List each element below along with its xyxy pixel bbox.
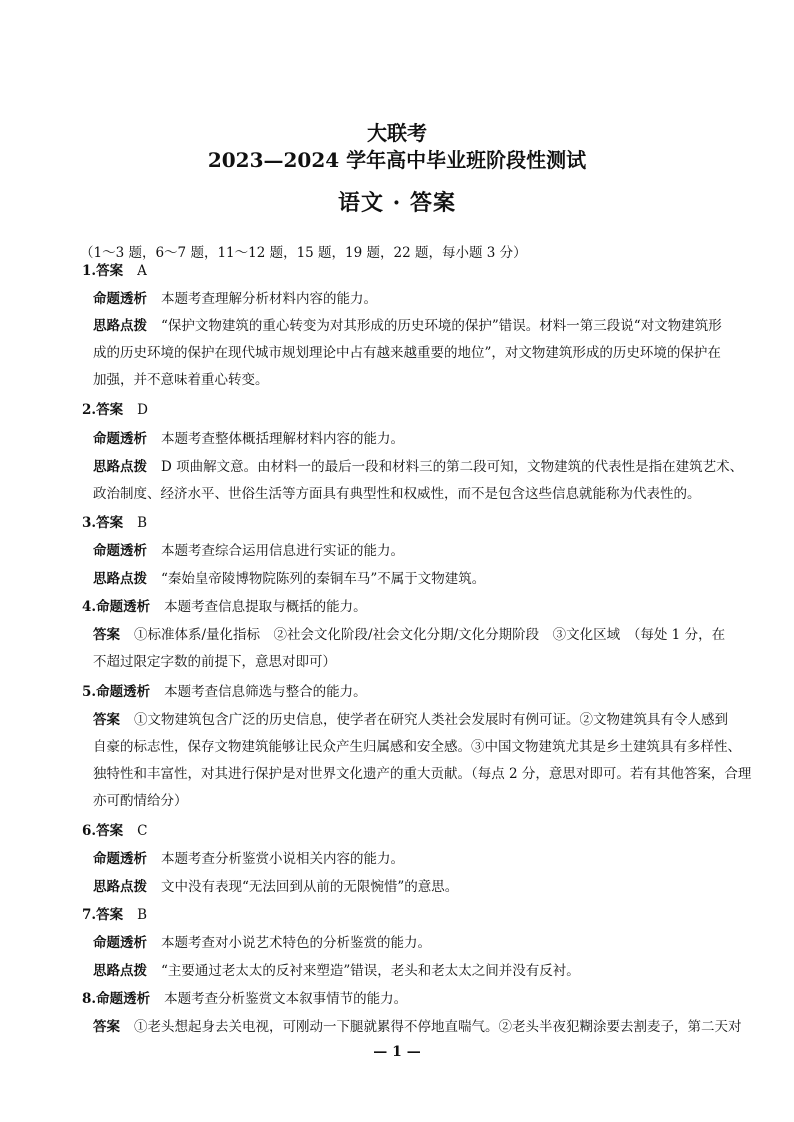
question-5-intent	[82, 683, 367, 701]
question-5-answer-line-1	[93, 711, 728, 729]
answer-label: 答案	[93, 712, 120, 728]
answer-value: A	[137, 263, 147, 279]
intent-label: 命题透析	[93, 935, 147, 951]
intent-label: 命题透析	[93, 543, 147, 559]
answer-text: ①老头想起身去关电视，可刚动一下腿就累得不停地直喘气。②老头半夜犯糊涂要去割麦子，第二天对	[134, 1019, 742, 1035]
answer-text: ①文物建筑包含广泛的历史信息，使学者在研究人类社会发展时有例可证。②文物建筑具有令人感到	[134, 712, 728, 728]
hint-text: “秦始皇帝陵博物院陈列的秦铜车马”不属于文物建筑。	[161, 571, 486, 587]
question-7-intent	[93, 934, 431, 952]
hint-label: 思路点拨	[93, 459, 147, 475]
hint-text: D 项曲解文意。由材料一的最后一段和材料三的第二段可知，文物建筑的代表性是指在建筑艺术、	[161, 459, 744, 475]
question-5-answer-line-4: 亦可酌情给分）	[93, 793, 188, 809]
intent-label: 命题透析	[96, 991, 151, 1007]
hint-label: 思路点拨	[93, 963, 147, 979]
answer-value: B	[137, 907, 148, 923]
question-number: 1.	[82, 263, 97, 279]
question-1-hint-line-1	[93, 317, 722, 335]
question-1-intent	[93, 290, 377, 308]
hint-text: “主要通过老太太的反衬来塑造”错误，老头和老太太之间并没有反衬。	[161, 963, 580, 979]
question-2-intent	[93, 430, 404, 448]
question-4-answer-line-2: 不超过限定字数的前提下，意思对即可）	[93, 654, 336, 670]
intent-label: 命题透析	[93, 431, 147, 447]
question-6-hint-line-1	[93, 878, 458, 896]
subject-title: 语文 · 答案	[338, 190, 456, 216]
question-7-answer	[82, 906, 147, 924]
question-5-answer-line-3: 独特性和丰富性，对其进行保护是对世界文化遗产的重大贡献。（每点 2 分，意思对即可。若有其他答案，合理	[93, 766, 752, 782]
question-1-answer	[82, 262, 147, 280]
question-number: 8.	[82, 991, 97, 1007]
question-1-hint-line-3: 加强，并不意味着重心转变。	[93, 372, 269, 388]
question-3-answer	[82, 514, 147, 532]
intent-text: 本题考查信息提取与概括的能力。	[164, 599, 367, 615]
intent-text: 本题考查对小说艺术特色的分析鉴赏的能力。	[161, 935, 431, 951]
question-6-intent	[93, 850, 404, 868]
question-number: 6.	[82, 823, 97, 839]
answer-label: 答案	[96, 263, 124, 279]
question-number: 7.	[82, 907, 97, 923]
answer-label: 答案	[93, 1019, 120, 1035]
question-1-hint-line-2: 成的历史环境的保护在现代城市规划理论中占有越来越重要的地位”，对文物建筑形成的历史环境的保护在	[93, 345, 721, 361]
intent-text: 本题考查整体概括理解材料内容的能力。	[161, 431, 404, 447]
intent-text: 本题考查分析鉴赏小说相关内容的能力。	[161, 851, 404, 867]
exam-year-title: 2023—2024 学年高中毕业班阶段性测试	[207, 148, 587, 172]
answer-text: ①标准体系/量化指标 ②社会文化阶段/社会文化分期/文化分期阶段 ③文化区域 （每处 1 分，在	[134, 627, 726, 643]
hint-label: 思路点拨	[93, 318, 147, 334]
answer-value: C	[137, 823, 148, 839]
intent-label: 命题透析	[96, 684, 151, 700]
intent-label: 命题透析	[96, 599, 151, 615]
answer-label: 答案	[96, 402, 124, 418]
answer-label: 答案	[96, 823, 124, 839]
intent-text: 本题考查信息筛选与整合的能力。	[164, 684, 367, 700]
question-6-answer	[82, 822, 147, 840]
hint-text: “保护文物建筑的重心转变为对其形成的历史环境的保护”错误。材料一第三段说“对文物建筑形	[161, 318, 722, 334]
question-8-answer-line-1	[93, 1018, 742, 1036]
question-number: 3.	[82, 515, 97, 531]
page-number: — 1 —	[373, 1044, 421, 1060]
answer-value: B	[137, 515, 148, 531]
intent-label: 命题透析	[93, 291, 147, 307]
hint-text: 文中没有表现“无法回到从前的无限惋惜”的意思。	[161, 879, 459, 895]
answer-label: 答案	[96, 515, 124, 531]
answer-label: 答案	[93, 627, 120, 643]
score-note: （1～3 题，6～7 题，11～12 题，15 题，19 题，22 题，每小题 3 分）	[80, 245, 527, 261]
question-2-answer	[82, 401, 148, 419]
exam-brand-title: 大联考	[367, 121, 427, 145]
question-8-intent	[82, 990, 407, 1008]
intent-text: 本题考查综合运用信息进行实证的能力。	[161, 543, 404, 559]
question-7-hint-line-1	[93, 962, 580, 980]
answer-value: D	[137, 402, 148, 418]
question-2-hint-line-2: 政治制度、经济水平、世俗生活等方面具有典型性和权威性，而不是包含这些信息就能称为代表性的。	[93, 486, 701, 502]
question-2-hint-line-1	[93, 458, 743, 476]
question-4-answer-line-1	[93, 626, 725, 644]
intent-label: 命题透析	[93, 851, 147, 867]
question-4-intent	[82, 598, 367, 616]
hint-label: 思路点拨	[93, 571, 147, 587]
question-number: 5.	[82, 684, 97, 700]
question-3-intent	[93, 542, 404, 560]
answer-label: 答案	[96, 907, 124, 923]
hint-label: 思路点拨	[93, 879, 147, 895]
question-number: 4.	[82, 599, 97, 615]
intent-text: 本题考查分析鉴赏文本叙事情节的能力。	[164, 991, 408, 1007]
question-5-answer-line-2: 自豪的标志性，保存文物建筑能够让民众产生归属感和安全感。③中国文物建筑尤其是乡土建筑具有多样性、	[93, 739, 741, 755]
intent-text: 本题考查理解分析材料内容的能力。	[161, 291, 377, 307]
question-3-hint-line-1	[93, 570, 485, 588]
question-number: 2.	[82, 402, 97, 418]
